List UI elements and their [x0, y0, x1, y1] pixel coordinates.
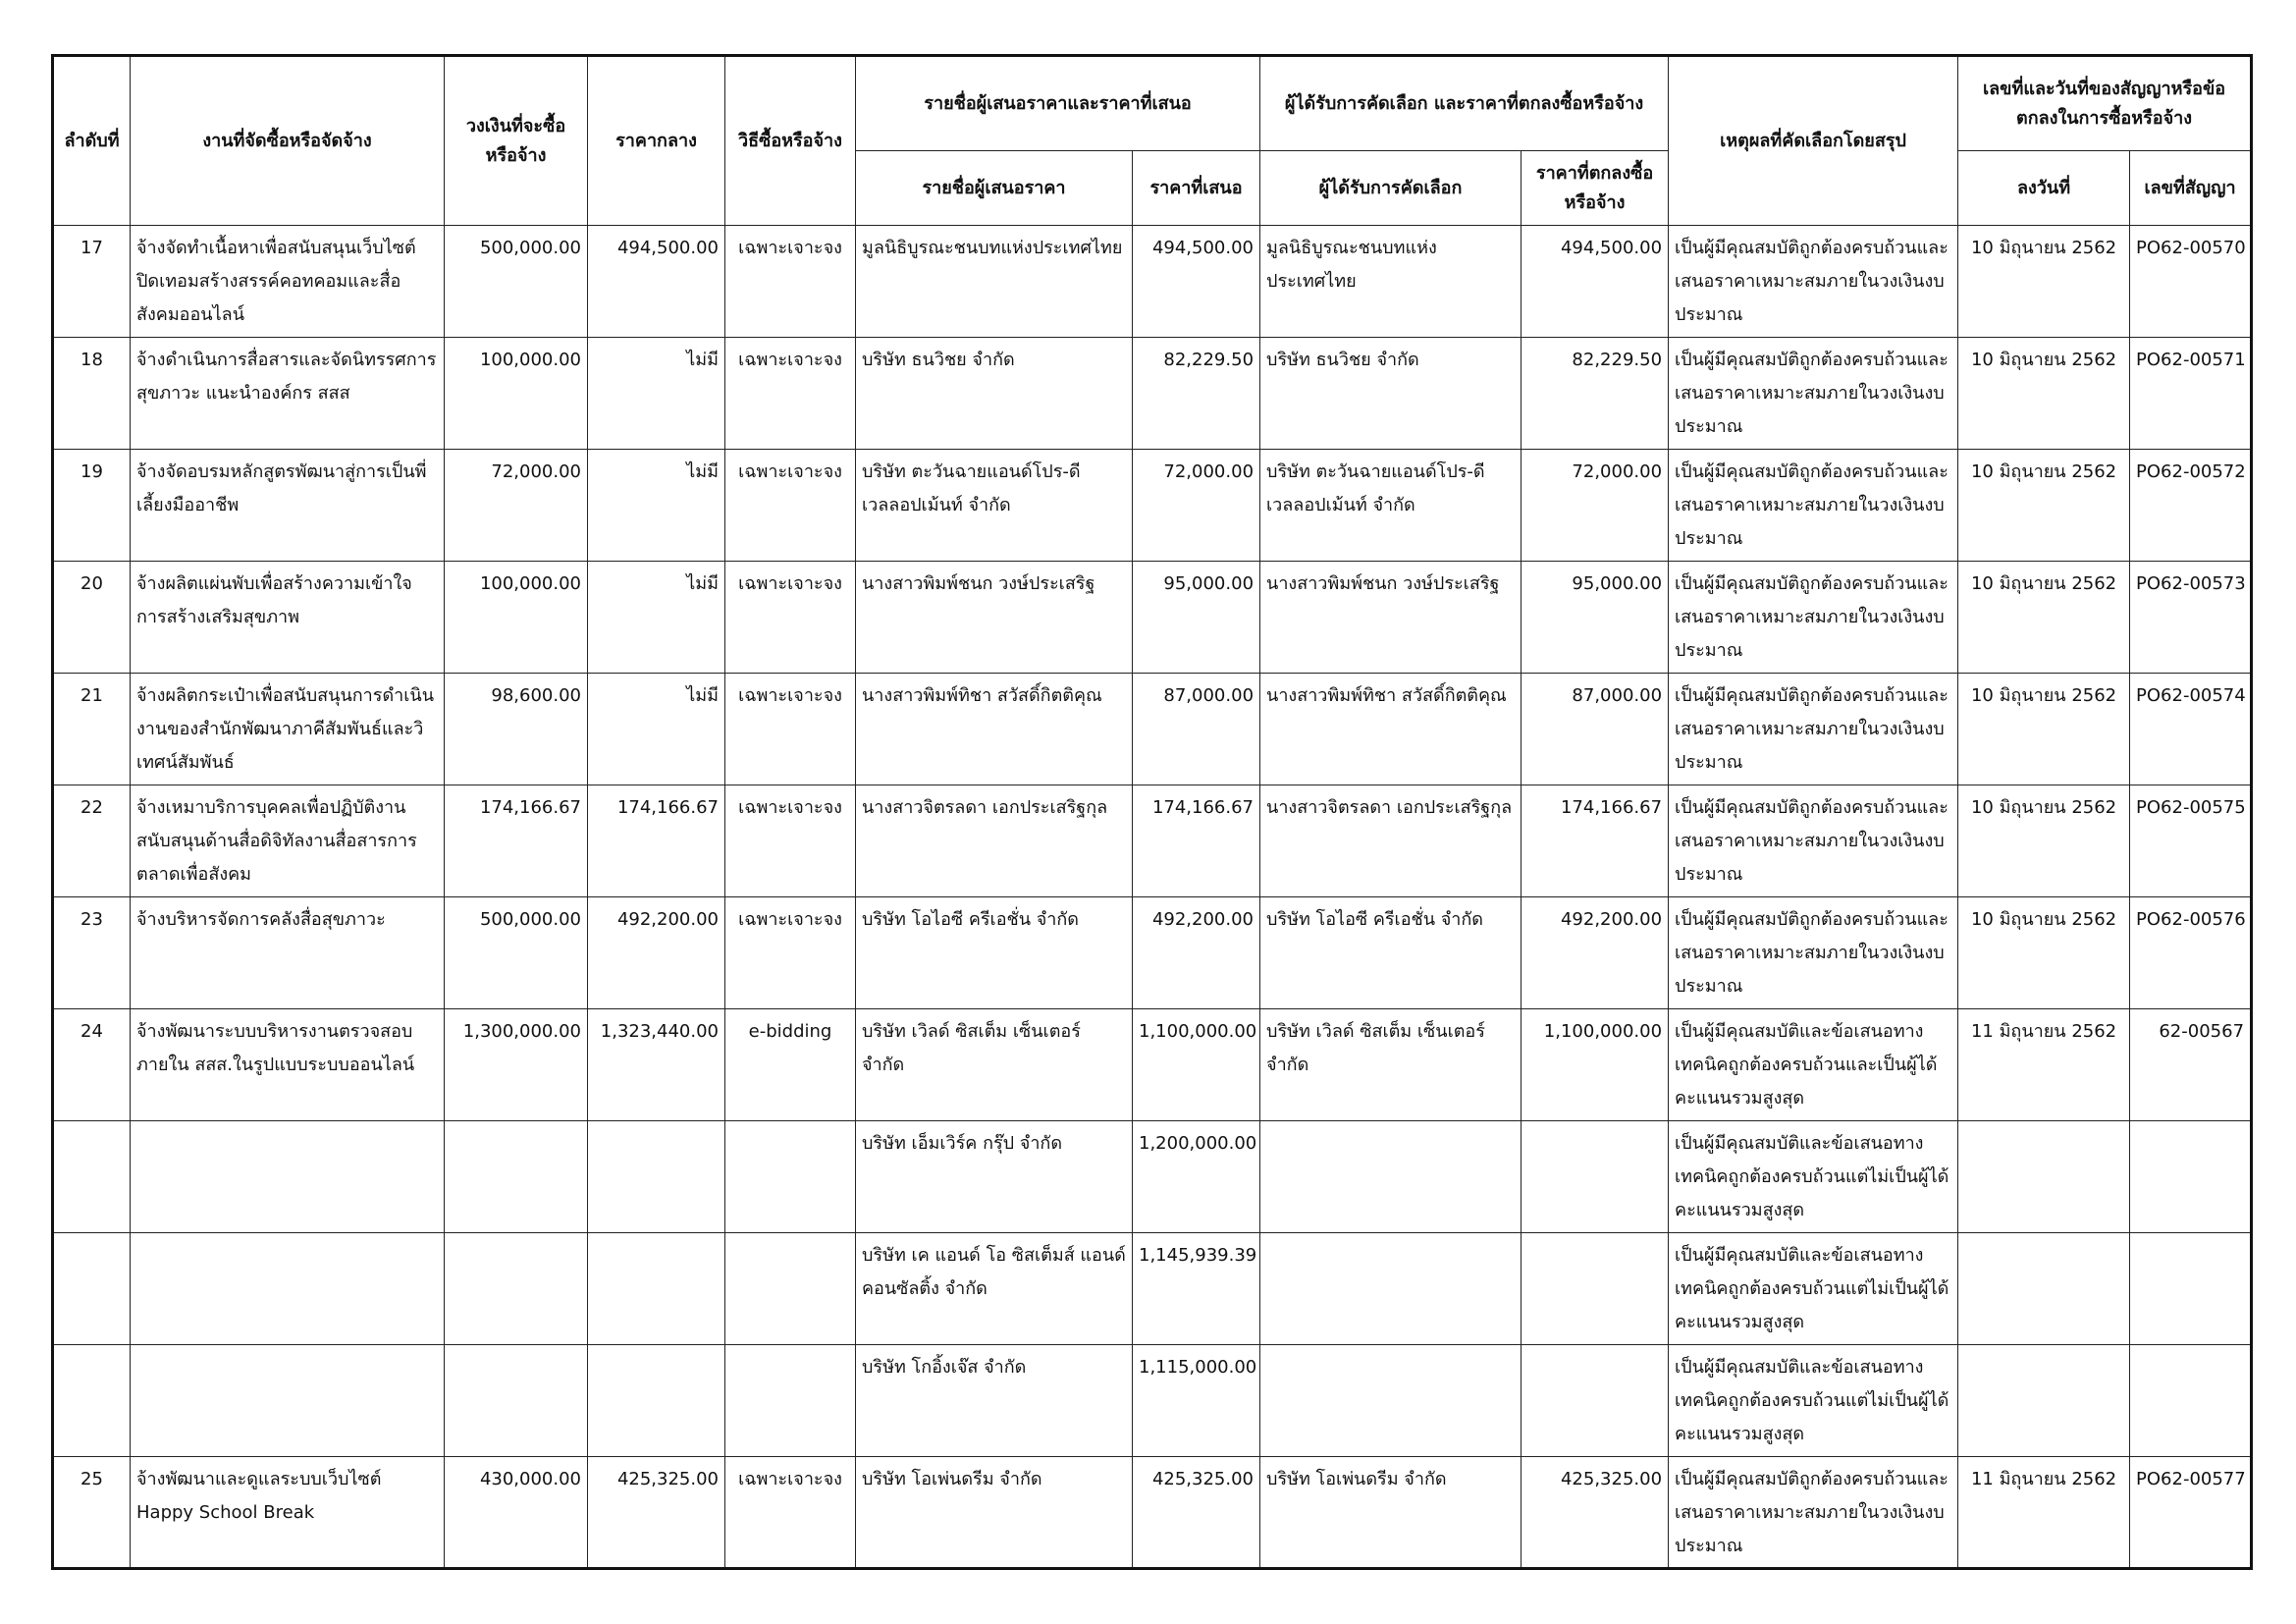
contract-no-cell: PO62-00572	[2130, 450, 2252, 562]
budget-cell: 1,300,000.00	[445, 1009, 588, 1121]
header-contract-no: เลขที่สัญญา	[2130, 151, 2252, 226]
budget-cell: 174,166.67	[445, 785, 588, 897]
bidder-name-cell: บริษัท เวิลด์ ซิสเต็ม เซ็นเตอร์ จำกัด	[856, 1009, 1133, 1121]
table-row	[53, 226, 2252, 338]
median-price-cell	[588, 1233, 725, 1345]
median-price-cell: 492,200.00	[588, 897, 725, 1009]
bidder-name-cell: นางสาวจิตรลดา เอกประเสริฐกุล	[856, 785, 1133, 897]
winner-name-cell: บริษัท ธนวิชย จำกัด	[1260, 338, 1522, 450]
bid-price-cell: 1,145,939.39	[1133, 1233, 1260, 1345]
winner-name-cell: มูลนิธิบูรณะชนบทแห่งประเทศไทย	[1260, 226, 1522, 338]
contract-date-cell: 10 มิถุนายน 2562	[1958, 562, 2130, 674]
median-price-cell: ไม่มี	[588, 674, 725, 785]
bid-price-cell: 82,229.50	[1133, 338, 1260, 450]
agreed-price-cell: 82,229.50	[1522, 338, 1669, 450]
contract-no-cell: PO62-00576	[2130, 897, 2252, 1009]
contract-date-cell	[1958, 1233, 2130, 1345]
method-cell: เฉพาะเจาะจง	[725, 1457, 856, 1569]
contract-no-cell	[2130, 1345, 2252, 1457]
reason-cell: เป็นผู้มีคุณสมบัติและข้อเสนอทางเทคนิคถูกต้องครบถ้วนแต่ไม่เป็นผู้ได้คะแนนรวมสูงสุด	[1669, 1345, 1958, 1457]
table-row	[53, 562, 2252, 674]
table-row	[53, 1233, 2252, 1345]
row-number: 17	[53, 226, 131, 338]
contract-date-cell: 10 มิถุนายน 2562	[1958, 338, 2130, 450]
budget-cell: 430,000.00	[445, 1457, 588, 1569]
row-number	[53, 1121, 131, 1233]
contract-date-cell	[1958, 1345, 2130, 1457]
winner-name-cell: บริษัท ตะวันฉายแอนด์โปร-ดีเวลลอปเม้นท์ จำกัด	[1260, 450, 1522, 562]
header-bidders-group: รายชื่อผู้เสนอราคาและราคาที่เสนอ	[856, 56, 1260, 151]
median-price-cell: 494,500.00	[588, 226, 725, 338]
bidder-name-cell: บริษัท โอเพ่นดรีม จำกัด	[856, 1457, 1133, 1569]
winner-name-cell: นางสาวพิมพ์ทิชา สวัสดิ์กิตติคุณ	[1260, 674, 1522, 785]
header-bid-price: ราคาที่เสนอ	[1133, 151, 1260, 226]
contract-no-cell: PO62-00570	[2130, 226, 2252, 338]
row-number: 20	[53, 562, 131, 674]
winner-name-cell: บริษัท โอเพ่นดรีม จำกัด	[1260, 1457, 1522, 1569]
contract-no-cell	[2130, 1121, 2252, 1233]
median-price-cell: ไม่มี	[588, 562, 725, 674]
table-row	[53, 450, 2252, 562]
contract-date-cell: 10 มิถุนายน 2562	[1958, 897, 2130, 1009]
reason-cell: เป็นผู้มีคุณสมบัติถูกต้องครบถ้วนและเสนอราคาเหมาะสมภายในวงเงินงบประมาณ	[1669, 674, 1958, 785]
contract-no-cell: 62-00567	[2130, 1009, 2252, 1121]
bid-price-cell: 1,115,000.00	[1133, 1345, 1260, 1457]
winner-name-cell: บริษัท โอไอซี ครีเอชั่น จำกัด	[1260, 897, 1522, 1009]
header-contract-group: เลขที่และวันที่ของสัญญาหรือข้อตกลงในการซื้อหรือจ้าง	[1958, 56, 2252, 151]
table-row	[53, 674, 2252, 785]
method-cell: เฉพาะเจาะจง	[725, 226, 856, 338]
header-median-price: ราคากลาง	[588, 56, 725, 226]
contract-date-cell: 10 มิถุนายน 2562	[1958, 674, 2130, 785]
work-description: จ้างเหมาบริการบุคคลเพื่อปฏิบัติงานสนับสนุนด้านสื่อดิจิทัลงานสื่อสารการตลาดเพื่อสังคม	[131, 785, 445, 897]
agreed-price-cell: 1,100,000.00	[1522, 1009, 1669, 1121]
procurement-table	[51, 54, 2253, 1570]
method-cell	[725, 1233, 856, 1345]
contract-no-cell	[2130, 1233, 2252, 1345]
winner-name-cell: นางสาวจิตรลดา เอกประเสริฐกุล	[1260, 785, 1522, 897]
reason-cell: เป็นผู้มีคุณสมบัติถูกต้องครบถ้วนและเสนอราคาเหมาะสมภายในวงเงินงบประมาณ	[1669, 785, 1958, 897]
work-description: จ้างบริหารจัดการคลังสื่อสุขภาวะ	[131, 897, 445, 1009]
method-cell: e-bidding	[725, 1009, 856, 1121]
reason-cell: เป็นผู้มีคุณสมบัติถูกต้องครบถ้วนและเสนอราคาเหมาะสมภายในวงเงินงบประมาณ	[1669, 338, 1958, 450]
median-price-cell: 1,323,440.00	[588, 1009, 725, 1121]
budget-cell: 500,000.00	[445, 897, 588, 1009]
reason-cell: เป็นผู้มีคุณสมบัติและข้อเสนอทางเทคนิคถูกต้องครบถ้วนและเป็นผู้ได้คะแนนรวมสูงสุด	[1669, 1009, 1958, 1121]
bid-price-cell: 425,325.00	[1133, 1457, 1260, 1569]
bid-price-cell: 494,500.00	[1133, 226, 1260, 338]
header-budget: วงเงินที่จะซื้อหรือจ้าง	[445, 56, 588, 226]
work-description: จ้างจัดอบรมหลักสูตรพัฒนาสู่การเป็นพี่เลี้ยงมืออาชีพ	[131, 450, 445, 562]
median-price-cell	[588, 1345, 725, 1457]
bid-price-cell: 1,100,000.00	[1133, 1009, 1260, 1121]
reason-cell: เป็นผู้มีคุณสมบัติถูกต้องครบถ้วนและเสนอราคาเหมาะสมภายในวงเงินงบประมาณ	[1669, 562, 1958, 674]
table-row	[53, 338, 2252, 450]
work-description: จ้างพัฒนาระบบบริหารงานตรวจสอบภายใน สสส.ในรูปแบบระบบออนไลน์	[131, 1009, 445, 1121]
agreed-price-cell: 72,000.00	[1522, 450, 1669, 562]
table-row	[53, 785, 2252, 897]
budget-cell	[445, 1233, 588, 1345]
header-winner-group: ผู้ได้รับการคัดเลือก และราคาที่ตกลงซื้อหรือจ้าง	[1260, 56, 1669, 151]
row-number: 22	[53, 785, 131, 897]
row-number: 21	[53, 674, 131, 785]
method-cell: เฉพาะเจาะจง	[725, 450, 856, 562]
method-cell: เฉพาะเจาะจง	[725, 338, 856, 450]
contract-no-cell: PO62-00574	[2130, 674, 2252, 785]
table-row	[53, 897, 2252, 1009]
budget-cell	[445, 1345, 588, 1457]
contract-date-cell	[1958, 1121, 2130, 1233]
row-number	[53, 1233, 131, 1345]
contract-date-cell: 10 มิถุนายน 2562	[1958, 450, 2130, 562]
row-number: 18	[53, 338, 131, 450]
median-price-cell: 174,166.67	[588, 785, 725, 897]
table-row	[53, 1121, 2252, 1233]
winner-name-cell	[1260, 1233, 1522, 1345]
table-row	[53, 1457, 2252, 1569]
method-cell: เฉพาะเจาะจง	[725, 562, 856, 674]
header-agreed-price: ราคาที่ตกลงซื้อหรือจ้าง	[1522, 151, 1669, 226]
work-description: จ้างผลิตกระเป๋าเพื่อสนับสนุนการดำเนินงานของสำนักพัฒนาภาคีสัมพันธ์และวิเทศน์สัมพันธ์	[131, 674, 445, 785]
reason-cell: เป็นผู้มีคุณสมบัติถูกต้องครบถ้วนและเสนอราคาเหมาะสมภายในวงเงินงบประมาณ	[1669, 450, 1958, 562]
header-method: วิธีซื้อหรือจ้าง	[725, 56, 856, 226]
contract-no-cell: PO62-00575	[2130, 785, 2252, 897]
bid-price-cell: 87,000.00	[1133, 674, 1260, 785]
winner-name-cell	[1260, 1345, 1522, 1457]
header-contract-date: ลงวันที่	[1958, 151, 2130, 226]
contract-date-cell: 10 มิถุนายน 2562	[1958, 785, 2130, 897]
median-price-cell: ไม่มี	[588, 450, 725, 562]
bidder-name-cell: นางสาวพิมพ์ทิชา สวัสดิ์กิตติคุณ	[856, 674, 1133, 785]
budget-cell: 500,000.00	[445, 226, 588, 338]
method-cell: เฉพาะเจาะจง	[725, 674, 856, 785]
method-cell	[725, 1345, 856, 1457]
header-no: ลำดับที่	[53, 56, 131, 226]
header-winner-name: ผู้ได้รับการคัดเลือก	[1260, 151, 1522, 226]
work-description: จ้างจัดทำเนื้อหาเพื่อสนับสนุนเว็บไซต์ปิดเทอมสร้างสรรค์คอทคอมและสื่อสังคมออนไลน์	[131, 226, 445, 338]
reason-cell: เป็นผู้มีคุณสมบัติถูกต้องครบถ้วนและเสนอราคาเหมาะสมภายในวงเงินงบประมาณ	[1669, 1457, 1958, 1569]
bid-price-cell: 174,166.67	[1133, 785, 1260, 897]
median-price-cell: ไม่มี	[588, 338, 725, 450]
agreed-price-cell: 425,325.00	[1522, 1457, 1669, 1569]
bidder-name-cell: บริษัท ตะวันฉายแอนด์โปร-ดีเวลลอปเม้นท์ จำกัด	[856, 450, 1133, 562]
contract-no-cell: PO62-00573	[2130, 562, 2252, 674]
reason-cell: เป็นผู้มีคุณสมบัติถูกต้องครบถ้วนและเสนอราคาเหมาะสมภายในวงเงินงบประมาณ	[1669, 897, 1958, 1009]
method-cell	[725, 1121, 856, 1233]
reason-cell: เป็นผู้มีคุณสมบัติและข้อเสนอทางเทคนิคถูกต้องครบถ้วนแต่ไม่เป็นผู้ได้คะแนนรวมสูงสุด	[1669, 1121, 1958, 1233]
row-number: 25	[53, 1457, 131, 1569]
table-body	[53, 226, 2252, 1569]
agreed-price-cell: 95,000.00	[1522, 562, 1669, 674]
header-reason: เหตุผลที่คัดเลือกโดยสรุป	[1669, 56, 1958, 226]
winner-name-cell: นางสาวพิมพ์ชนก วงษ์ประเสริฐ	[1260, 562, 1522, 674]
contract-no-cell: PO62-00577	[2130, 1457, 2252, 1569]
agreed-price-cell: 494,500.00	[1522, 226, 1669, 338]
bidder-name-cell: บริษัท เอ็มเวิร์ค กรุ๊ป จำกัด	[856, 1121, 1133, 1233]
contract-date-cell: 11 มิถุนายน 2562	[1958, 1457, 2130, 1569]
bidder-name-cell: นางสาวพิมพ์ชนก วงษ์ประเสริฐ	[856, 562, 1133, 674]
header-work: งานที่จัดซื้อหรือจัดจ้าง	[131, 56, 445, 226]
budget-cell: 100,000.00	[445, 338, 588, 450]
bid-price-cell: 492,200.00	[1133, 897, 1260, 1009]
bidder-name-cell: บริษัท เค แอนด์ โอ ซิสเต็มส์ แอนด์ คอนซัลติ้ง จำกัด	[856, 1233, 1133, 1345]
budget-cell: 98,600.00	[445, 674, 588, 785]
budget-cell: 72,000.00	[445, 450, 588, 562]
agreed-price-cell: 492,200.00	[1522, 897, 1669, 1009]
median-price-cell	[588, 1121, 725, 1233]
bidder-name-cell: บริษัท โอไอซี ครีเอชั่น จำกัด	[856, 897, 1133, 1009]
winner-name-cell	[1260, 1121, 1522, 1233]
row-number: 19	[53, 450, 131, 562]
agreed-price-cell: 87,000.00	[1522, 674, 1669, 785]
bid-price-cell: 95,000.00	[1133, 562, 1260, 674]
agreed-price-cell	[1522, 1233, 1669, 1345]
agreed-price-cell	[1522, 1345, 1669, 1457]
budget-cell: 100,000.00	[445, 562, 588, 674]
contract-date-cell: 11 มิถุนายน 2562	[1958, 1009, 2130, 1121]
work-description: จ้างพัฒนาและดูแลระบบเว็บไซต์ Happy School Break	[131, 1457, 445, 1569]
work-description	[131, 1233, 445, 1345]
reason-cell: เป็นผู้มีคุณสมบัติถูกต้องครบถ้วนและเสนอราคาเหมาะสมภายในวงเงินงบประมาณ	[1669, 226, 1958, 338]
table-row	[53, 1009, 2252, 1121]
method-cell: เฉพาะเจาะจง	[725, 897, 856, 1009]
work-description: จ้างผลิตแผ่นพับเพื่อสร้างความเข้าใจการสร้างเสริมสุขภาพ	[131, 562, 445, 674]
row-number: 23	[53, 897, 131, 1009]
work-description: จ้างดำเนินการสื่อสารและจัดนิทรรศการสุขภาวะ แนะนำองค์กร สสส	[131, 338, 445, 450]
reason-cell: เป็นผู้มีคุณสมบัติและข้อเสนอทางเทคนิคถูกต้องครบถ้วนแต่ไม่เป็นผู้ได้คะแนนรวมสูงสุด	[1669, 1233, 1958, 1345]
bidder-name-cell: มูลนิธิบูรณะชนบทแห่งประเทศไทย	[856, 226, 1133, 338]
winner-name-cell: บริษัท เวิลด์ ซิสเต็ม เซ็นเตอร์ จำกัด	[1260, 1009, 1522, 1121]
row-number	[53, 1345, 131, 1457]
contract-date-cell: 10 มิถุนายน 2562	[1958, 226, 2130, 338]
agreed-price-cell: 174,166.67	[1522, 785, 1669, 897]
bid-price-cell: 1,200,000.00	[1133, 1121, 1260, 1233]
row-number: 24	[53, 1009, 131, 1121]
bidder-name-cell: บริษัท โกอิ้งเจ๊ส จำกัด	[856, 1345, 1133, 1457]
header-row-top	[53, 56, 2252, 151]
work-description	[131, 1121, 445, 1233]
method-cell: เฉพาะเจาะจง	[725, 785, 856, 897]
work-description	[131, 1345, 445, 1457]
bid-price-cell: 72,000.00	[1133, 450, 1260, 562]
median-price-cell: 425,325.00	[588, 1457, 725, 1569]
header-bidder-name: รายชื่อผู้เสนอราคา	[856, 151, 1133, 226]
agreed-price-cell	[1522, 1121, 1669, 1233]
contract-no-cell: PO62-00571	[2130, 338, 2252, 450]
budget-cell	[445, 1121, 588, 1233]
bidder-name-cell: บริษัท ธนวิชย จำกัด	[856, 338, 1133, 450]
table-row	[53, 1345, 2252, 1457]
